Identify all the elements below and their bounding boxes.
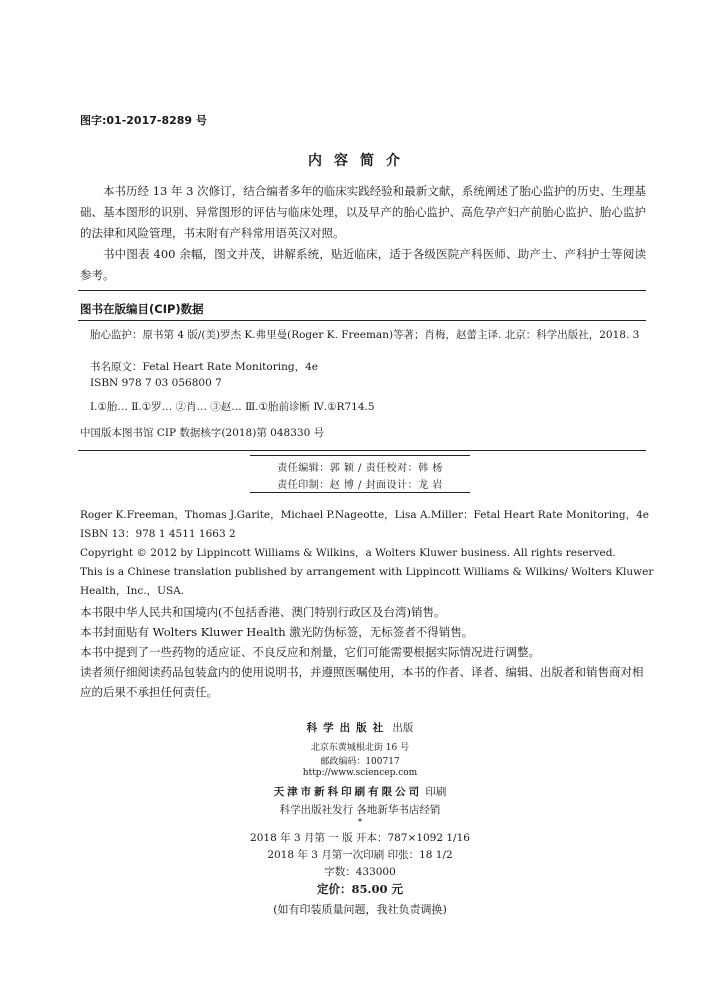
editors-divider-bottom bbox=[250, 492, 470, 493]
printing-line: 2018 年 3 月第一次印刷 印张：18 1/2 bbox=[267, 849, 453, 861]
cip-number: 中国版本图书馆 CIP 数据核字(2018)第 048330 号 bbox=[80, 427, 325, 439]
separator-star: * bbox=[357, 818, 363, 828]
translation-line-2: Health，Inc.，USA. bbox=[80, 585, 185, 597]
editors-line-2: 责任印制：赵 博 / 封面设计：龙 岩 bbox=[277, 480, 443, 491]
publisher-website: http://www.sciencep.com bbox=[302, 768, 418, 778]
printer-name: 天津市新科印刷有限公司 bbox=[273, 786, 423, 798]
cip-original-title: 书名原文：Fetal Heart Rate Monitoring，4e bbox=[90, 361, 318, 373]
word-count: 字数：433000 bbox=[324, 866, 396, 878]
price: 定价：85.00 元 bbox=[316, 882, 403, 896]
summary-paragraph-2: 书中图表 400 余幅，图文并茂，讲解系统，贴近临床，适于各级医院产科医师、助产士、产科护士等阅读参考。 bbox=[80, 247, 646, 282]
notice-liability: 读者须仔细阅读药品包装盒内的使用说明书，并遵照医嘱使用，本书的作者、译者、编辑、出版者和销售商对相应的后果不承担任何责任。 bbox=[80, 665, 644, 699]
printer-suffix: 印刷 bbox=[425, 786, 447, 798]
notice-drug-adjustment: 本书中提到了一些药物的适应证、不良反应和剂量，它们可能需要根据实际情况进行调整。 bbox=[80, 645, 540, 659]
summary-title: 内容简介 bbox=[308, 153, 412, 169]
publisher-name: 科学出版社 bbox=[306, 722, 390, 734]
translation-line-1: This is a Chinese translation published by arrangement with Lippincott Williams & Wilkins/ Wolters Kluwer bbox=[80, 566, 654, 578]
distribution-line: 科学出版社发行 各地新华书店经销 bbox=[279, 804, 441, 816]
registration-number: 图字:01-2017-8289 号 bbox=[80, 114, 207, 127]
cip-heading: 图书在版编目(CIP)数据 bbox=[80, 302, 204, 316]
section-divider bbox=[78, 290, 646, 291]
original-isbn: ISBN 13：978 1 4511 1663 2 bbox=[80, 528, 236, 540]
edition-line: 2018 年 3 月第 一 版 开本：787×1092 1/16 bbox=[250, 832, 470, 844]
summary-paragraph-1: 本书历经 13 年 3 次修订，结合编者多年的临床实践经验和最新文献，系统阐述了胎心监护的历史、生理基础、基本图形的识别、异常图形的评估与临床处理，以及早产的胎心监护、高危孕产妇产前胎心监护、胎心监护的法律和风险管理，书末附有产科常用语英汉对照。 bbox=[80, 184, 646, 240]
publisher-suffix: 出版 bbox=[392, 722, 414, 734]
publisher-address: 北京东黄城根北街 16 号 bbox=[310, 743, 410, 753]
editors-line-1: 责任编辑：郭 颖 / 责任校对：韩 杨 bbox=[277, 463, 443, 474]
copyright-line: Copyright © 2012 by Lippincott Williams & Wilkins，a Wolters Kluwer business. All rights reserved. bbox=[80, 547, 616, 559]
quality-note: (如有印装质量问题，我社负责调换) bbox=[273, 903, 447, 916]
editors-divider bbox=[250, 455, 470, 456]
notice-anti-counterfeit: 本书封面贴有 Wolters Kluwer Health 激光防伪标签，无标签者不得销售。 bbox=[80, 625, 474, 639]
publisher-postcode: 邮政编码：100717 bbox=[320, 757, 400, 767]
cip-main-entry: 胎心监护：原书第 4 版/(美)罗杰 K.弗里曼(Roger K. Freeman)等著；肖梅，赵蕾主译. 北京：科学出版社，2018. 3 bbox=[90, 329, 640, 341]
original-authors: Roger K.Freeman，Thomas J.Garite，Michael P.Nageotte，Lisa A.Miller：Fetal Heart Rate Monitoring，4e bbox=[80, 509, 649, 521]
cip-classification: Ⅰ.①胎… Ⅱ.①罗… ②肖… ③赵… Ⅲ.①胎前诊断 Ⅳ.①R714.5 bbox=[90, 401, 375, 413]
notice-sales-region: 本书限中华人民共和国境内(不包括香港、澳门特别行政区及台湾)销售。 bbox=[80, 605, 446, 619]
publisher-line bbox=[0, 720, 720, 735]
printer-line bbox=[0, 784, 720, 799]
cip-isbn: ISBN 978 7 03 056800 7 bbox=[90, 377, 222, 389]
